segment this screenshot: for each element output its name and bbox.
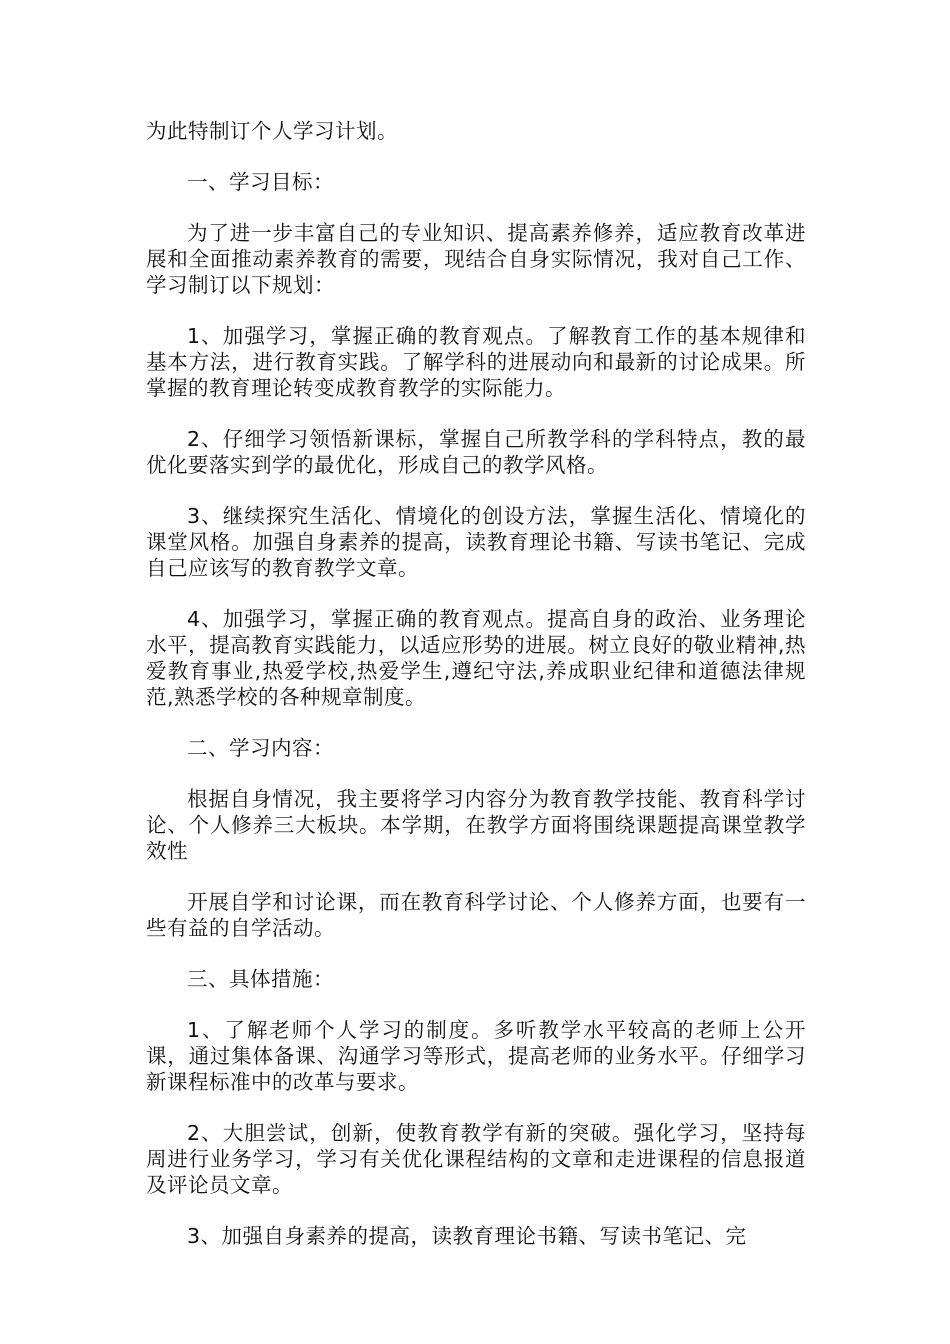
- paragraph-content-2: 开展自学和讨论课，而在教育科学讨论、个人修养方面，也要有一些有益的自学活动。: [146, 890, 806, 940]
- paragraph-content-1: 根据自身情况，我主要将学习内容分为教育教学技能、教育科学讨论、个人修养三大板块。本学期，在教学方面将围绕课题提高课堂教学效性: [146, 787, 806, 863]
- paragraph-goal-1: 1、加强学习，掌握正确的教育观点。了解教育工作的基本规律和基本方法，进行教育实践。了解学科的进展动向和最新的讨论成果。所掌握的教育理论转变成教育教学的实际能力。: [146, 324, 806, 400]
- paragraph-goals-intro: 为了进一步丰富自己的专业知识、提高素养修养，适应教育改革进展和全面推动素养教育的需要，现结合自身实际情况，我对自己工作、学习制订以下规划：: [146, 221, 806, 297]
- paragraph-intro: 为此特制订个人学习计划。: [146, 119, 398, 143]
- paragraph-goal-3: 3、继续探究生活化、情境化的创设方法，掌握生活化、情境化的课堂风格。加强自身素养的提高，读教育理论书籍、写读书笔记、完成自己应该写的教育教学文章。: [146, 504, 806, 580]
- document-body: [146, 118, 806, 1274]
- paragraph-measure-2: 2、大胆尝试，创新，使教育教学有新的突破。强化学习，坚持每周进行业务学习，学习有关优化课程结构的文章和走进课程的信息报道及评论员文章。: [146, 1121, 806, 1197]
- paragraph-goal-2: 2、仔细学习领悟新课标，掌握自己所教学科的学科特点，教的最优化要落实到学的最优化，形成自己的教学风格。: [146, 427, 806, 477]
- paragraph-measure-1: 1、了解老师个人学习的制度。多听教学水平较高的老师上公开课，通过集体备课、沟通学习等形式，提高老师的业务水平。仔细学习新课程标准中的改革与要求。: [146, 1018, 806, 1094]
- paragraph-measure-3: 3、加强自身素养的提高，读教育理论书籍、写读书笔记、完: [187, 1224, 747, 1248]
- section-heading-content: 二、学习内容：: [187, 736, 334, 760]
- section-heading-measures: 三、具体措施：: [187, 967, 334, 991]
- paragraph-goal-4: 4、加强学习，掌握正确的教育观点。提高自身的政治、业务理论水平，提高教育实践能力，以适应形势的进展。树立良好的敬业精神,热爱教育事业,热爱学校,热爱学生,遵纪守法,养成职业纪律和道德法律规范,熟悉学校的各种规章制度。: [146, 607, 806, 709]
- section-heading-goals: 一、学习目标：: [187, 170, 334, 194]
